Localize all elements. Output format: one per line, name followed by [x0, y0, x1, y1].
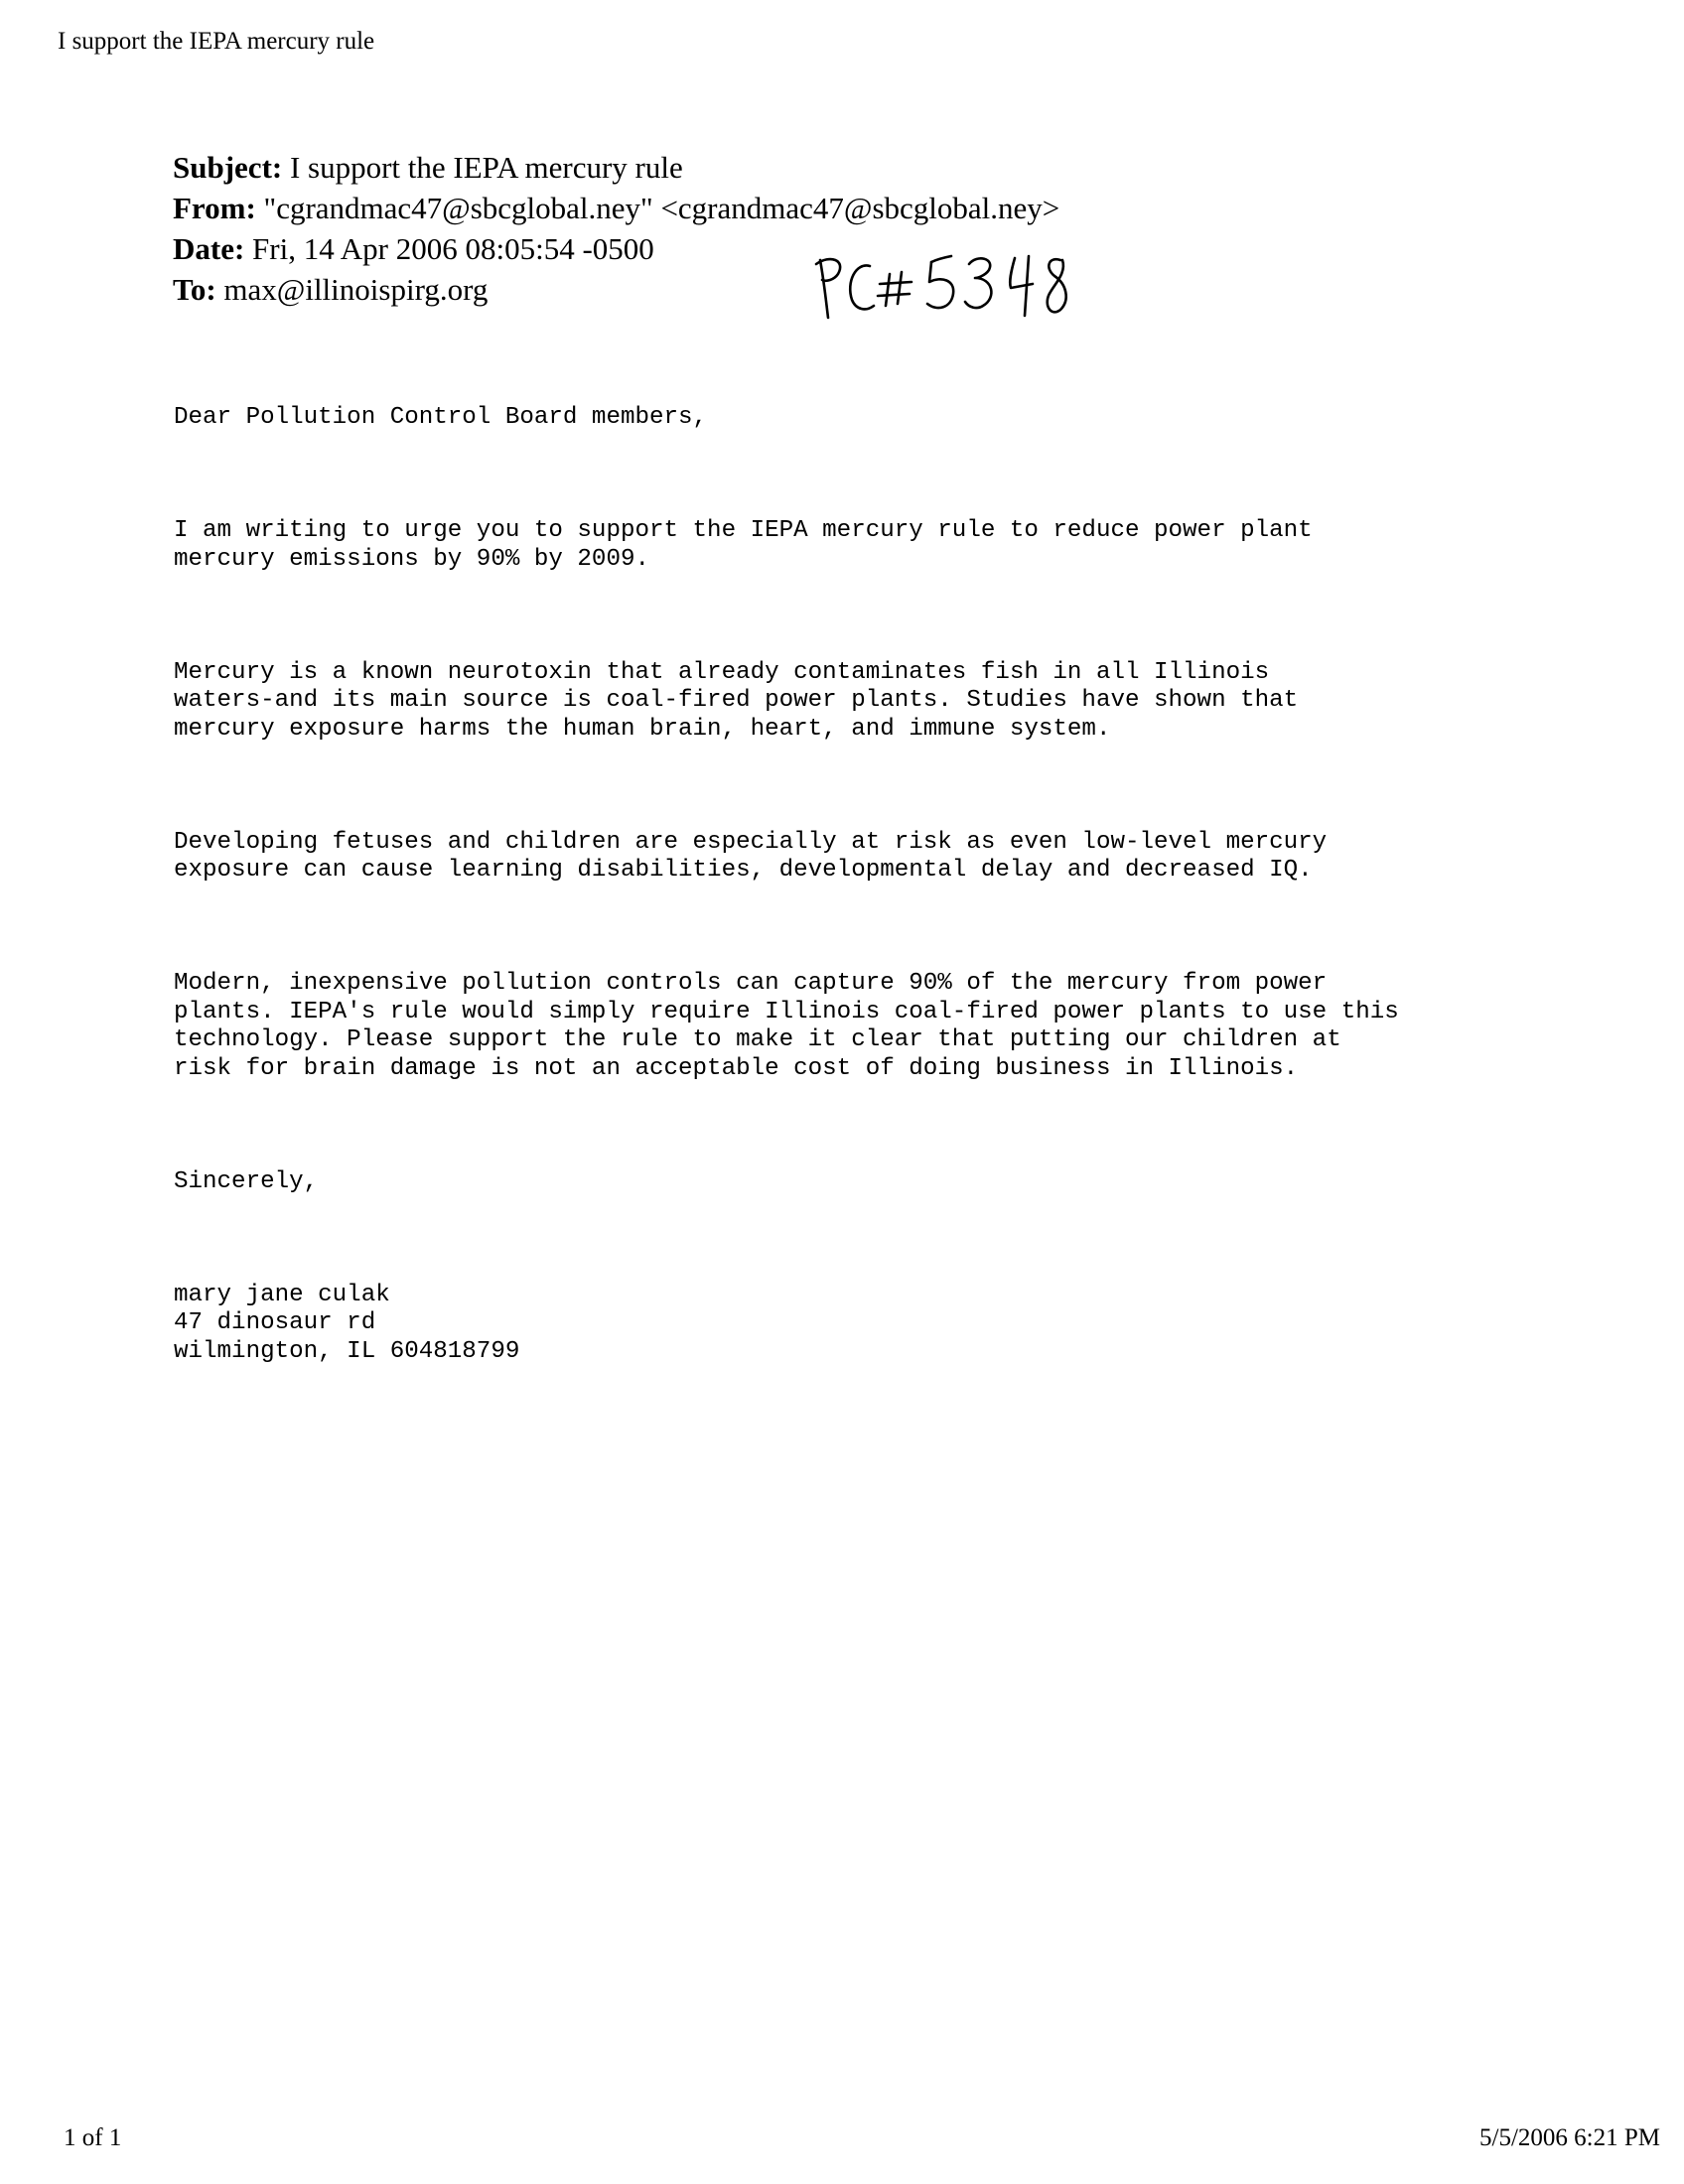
body-paragraph: Modern, inexpensive pollution controls can capture 90% of the mercury from power plants. IEPA's rule would simply require Illinois coal-fired power plants to use this technology. Please support the rule to make it clear that putting our children at risk for brain damage is not an acceptable cost of doing business in Illinois. — [174, 970, 1399, 1082]
body-paragraph: I am writing to urge you to support the IEPA mercury rule to reduce power plant mercury emissions by 90% by 2009. — [174, 517, 1313, 573]
greeting: Dear Pollution Control Board members, — [174, 404, 708, 431]
signature-address-line-2: wilmington, IL 604818799 — [174, 1337, 520, 1365]
body-paragraph: Mercury is a known neurotoxin that already contaminates fish in all Illinois waters-and its main source is coal-fired power plants. Studies have shown that mercury exposure harms the human brain, heart, and immune system. — [174, 658, 1299, 743]
subject-value: I support the IEPA mercury rule — [289, 150, 683, 185]
signature-address-line-1: 47 dinosaur rd — [174, 1309, 376, 1336]
from-row — [173, 188, 1059, 228]
subject-row — [173, 147, 1059, 188]
signature-block — [174, 1282, 1399, 1367]
email-body — [174, 347, 1399, 1395]
page-count: 1 of 1 — [64, 2124, 122, 2151]
to-label: To: — [173, 272, 216, 307]
to-value: max@illinoispirg.org — [223, 272, 489, 307]
date-label: Date: — [173, 231, 245, 266]
from-value: "cgrandmac47@sbcglobal.ney" <cgrandmac47@sbcglobal.ney> — [263, 191, 1060, 225]
signature-name: mary jane culak — [174, 1281, 390, 1308]
from-label: From: — [173, 191, 256, 225]
print-timestamp: 5/5/2006 6:21 PM — [1479, 2124, 1660, 2151]
date-value: Fri, 14 Apr 2006 08:05:54 -0500 — [252, 231, 654, 266]
page-header-title: I support the IEPA mercury rule — [58, 28, 375, 55]
closing: Sincerely, — [174, 1167, 319, 1195]
handwritten-pc-number-stamp — [812, 252, 1080, 322]
subject-label: Subject: — [173, 150, 283, 185]
body-paragraph: Developing fetuses and children are especially at risk as even low-level mercury exposure can cause learning disabilities, developmental delay and decreased IQ. — [174, 828, 1328, 884]
